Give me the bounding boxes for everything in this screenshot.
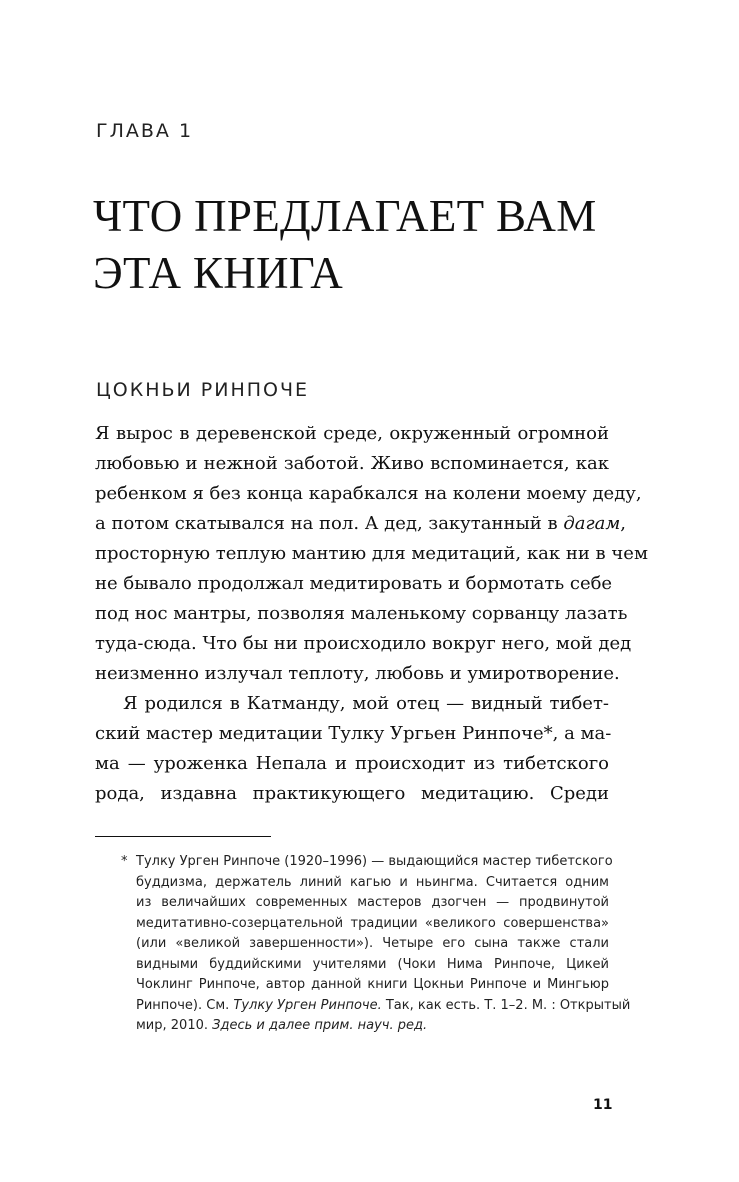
footnote-line: Чоклинг Ринпоче, автор данной книги Цокньи Ринпоче и Мингьюр	[136, 977, 609, 992]
footnote-line: медитативно-созерцательной традиции «великого совершенства»	[136, 915, 609, 931]
footnote-marker: *	[121, 854, 128, 869]
footnote-line: (или «великой завершенности»). Четыре его сына также стали	[136, 936, 609, 951]
body-line: под нос мантры, позволяя маленькому сорванцу лазать	[95, 603, 628, 624]
italic-term: дагам	[563, 513, 621, 534]
body-line: Я родился в Катманду, мой отец — видный тибет-	[123, 693, 609, 714]
footnote-italic-note: Здесь и далее прим. науч. ред.	[212, 1018, 428, 1033]
page-number: 11	[593, 1097, 613, 1113]
footnote-line	[136, 996, 631, 1017]
body-line	[95, 509, 627, 539]
footnote	[121, 852, 631, 1037]
body-line: не бывало продолжал медитировать и бормотать себе	[95, 573, 613, 594]
body-line: Я вырос в деревенской среде, окруженный огромной	[95, 423, 609, 444]
body-line: любовью и нежной заботой. Живо вспоминается, как	[95, 453, 609, 474]
footnote-text: мир, 2010.	[136, 1018, 213, 1033]
body-line-text: а потом скатывался на пол. А дед, закутанный в	[95, 513, 564, 534]
body-line-text: ,	[620, 513, 627, 534]
chapter-label: ГЛАВА 1	[96, 120, 194, 142]
footnote-divider	[95, 836, 271, 837]
footnote-line: видными буддийскими учителями (Чоки Нима Ринпоче, Цикей	[136, 956, 609, 972]
footnote-italic-title: Тулку Урген Ринпоче.	[233, 997, 382, 1013]
footnote-text: Ринпоче). См.	[136, 997, 234, 1013]
chapter-title-line-1: ЧТО ПРЕДЛАГАЕТ ВАМ	[93, 191, 597, 241]
body-line: туда-сюда. Что бы ни происходило вокруг него, мой дед	[95, 633, 632, 654]
body-line: рода, издавна практикующего медитацию. Среди	[95, 783, 609, 804]
chapter-title-line-2: ЭТА КНИГА	[93, 248, 344, 298]
section-author-heading: ЦОКНЬИ РИНПОЧЕ	[96, 379, 309, 401]
body-line: ребенком я без конца карабкался на колени моему деду,	[95, 483, 642, 504]
body-line: ский мастер медитации Тулку Ургьен Ринпоче*, а ма-	[95, 723, 612, 744]
body-line: просторную теплую мантию для медитаций, как ни в чем	[95, 543, 648, 564]
body-line: неизменно излучал теплоту, любовь и умиротворение.	[95, 663, 620, 684]
chapter-title	[93, 188, 693, 302]
body-line: ма — уроженка Непала и происходит из тибетского	[95, 753, 609, 774]
footnote-body	[136, 852, 631, 1037]
footnote-line: из величайших современных мастеров дзогчен — продвинутой	[136, 895, 609, 910]
footnote-line: Тулку Урген Ринпоче (1920–1996) — выдающийся мастер тибетского	[136, 854, 613, 869]
footnote-text: Так, как есть. Т. 1–2. М. : Открытый	[381, 997, 631, 1013]
footnote-line: буддизма, держатель линий кагью и ньингма. Считается одним	[136, 874, 609, 890]
footnote-line	[136, 1016, 609, 1037]
body-text	[95, 419, 648, 809]
